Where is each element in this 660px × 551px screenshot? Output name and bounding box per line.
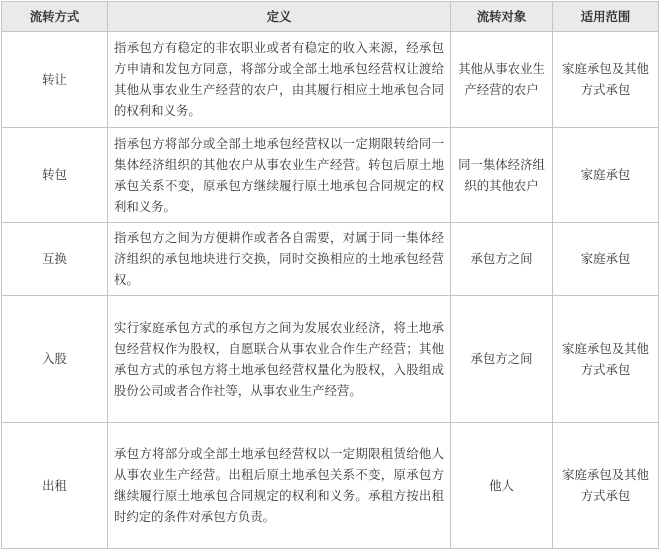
cell-scope: 家庭承包 [553,222,659,295]
cell-scope: 家庭承包及其他方式承包 [553,32,659,128]
cell-method: 出租 [2,422,108,548]
cell-object: 同一集体经济组织的其他农户 [451,127,553,222]
table-row [2,422,659,548]
table-row [2,127,659,222]
header-method: 流转方式 [2,2,108,32]
cell-scope: 家庭承包 [553,127,659,222]
table-row [2,32,659,128]
cell-object: 他人 [451,422,553,548]
table-row [2,296,659,422]
cell-object: 承包方之间 [451,296,553,422]
cell-method: 转包 [2,127,108,222]
cell-scope: 家庭承包及其他方式承包 [553,296,659,422]
cell-definition: 承包方将部分或全部土地承包经营权以一定期限租赁给他人从事农业生产经营。出租后原土地承包关系不变，原承包方继续履行原土地承包合同规定的权利和义务。承租方按出租时约定的条件对承包方负责。 [108,422,451,548]
cell-method: 入股 [2,296,108,422]
cell-scope: 家庭承包及其他方式承包 [553,422,659,548]
cell-definition: 指承包方之间为方便耕作或者各自需要，对属于同一集体经济组织的承包地块进行交换，同时交换相应的土地承包经营权。 [108,222,451,295]
header-scope: 适用范围 [553,2,659,32]
header-object: 流转对象 [451,2,553,32]
header-row [2,2,659,32]
cell-definition: 实行家庭承包方式的承包方之间为发展农业经济，将土地承包经营权作为股权，自愿联合从事农业合作生产经营；其他承包方式的承包方将土地承包经营权量化为股权，入股组成股份公司或者合作社等，从事农业生产经营。 [108,296,451,422]
header-definition: 定义 [108,2,451,32]
cell-method: 互换 [2,222,108,295]
cell-definition: 指承包方有稳定的非农职业或者有稳定的收入来源，经承包方申请和发包方同意，将部分或全部土地承包经营权让渡给其他从事农业生产经营的农户，由其履行相应土地承包合同的权利和义务。 [108,32,451,128]
table-row [2,222,659,295]
land-transfer-table [1,1,659,549]
cell-object: 承包方之间 [451,222,553,295]
cell-method: 转让 [2,32,108,128]
cell-definition: 指承包方将部分或全部土地承包经营权以一定期限转给同一集体经济组织的其他农户从事农业生产经营。转包后原土地承包关系不变，原承包方继续履行原土地承包合同规定的权利和义务。 [108,127,451,222]
cell-object: 其他从事农业生产经营的农户 [451,32,553,128]
